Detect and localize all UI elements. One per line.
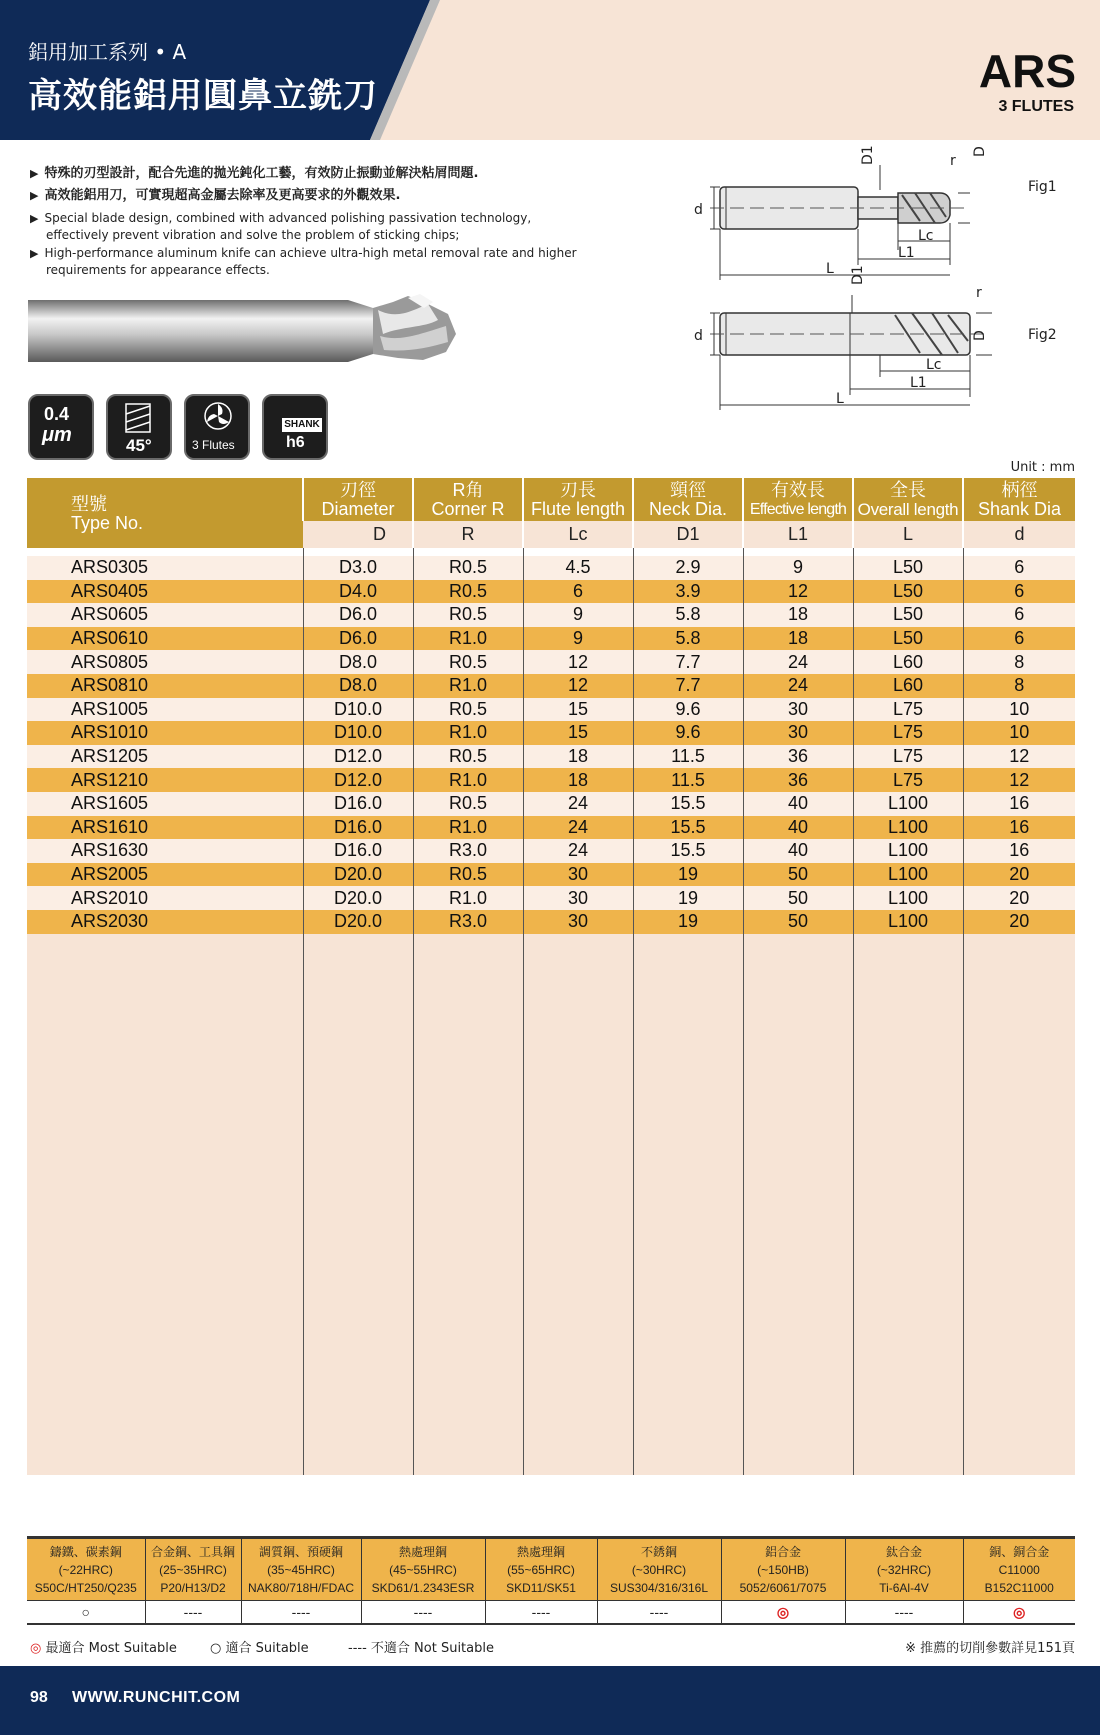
website-link[interactable]: WWW.RUNCHIT.COM [72,1689,241,1706]
spec-cell: R0.5 [413,580,523,604]
feature-item: ▶ 高效能鋁用刀，可實現超高金屬去除率及更高要求的外觀效果. [30,188,401,203]
spec-cell: 24 [523,816,633,840]
flute-count-label: 3 FLUTES [998,98,1074,115]
material-name: 調質鋼、預硬鋼 [258,1545,343,1559]
spec-cell: R0.5 [413,792,523,816]
spec-cell: 19 [633,886,743,910]
spec-cell: L75 [853,745,963,769]
suitability-rating: ---- [485,1601,597,1625]
spec-cell: L100 [853,863,963,887]
spec-cell: 24 [743,650,853,674]
table-row [27,816,1075,840]
spec-cell: D20.0 [303,886,413,910]
spec-cell: 30 [523,886,633,910]
svg-text:L1: L1 [910,375,927,391]
spec-cell: 8 [963,674,1075,698]
flute-count-badge: 3 Flutes [184,394,250,460]
double-circle-icon: ◎ [30,1641,42,1656]
material-name: 銅、銅合金 [989,1545,1050,1559]
material-cell [145,1538,241,1601]
spec-cell: R1.0 [413,816,523,840]
feature-item-continued: effectively prevent vibration and solve the problem of sticking chips; [46,228,460,242]
header-diameter: 刃徑 Diameter [303,478,413,521]
spec-cell: 11.5 [633,745,743,769]
spec-cell: L100 [853,839,963,863]
spec-cell: 40 [743,816,853,840]
material-name: 鈦合金 [885,1545,922,1559]
spec-cell: 9 [523,603,633,627]
spec-cell: 3.9 [633,580,743,604]
spec-cell: 12 [523,650,633,674]
symbol-cell: D [303,521,413,548]
spec-cell: D16.0 [303,792,413,816]
spec-cell: 12 [963,745,1075,769]
svg-text:r: r [950,153,956,169]
spec-cell: 12 [743,580,853,604]
empty-filler-row [27,934,1075,1475]
spec-cell: 5.8 [633,603,743,627]
spec-cell: 8 [963,650,1075,674]
header-effective-length: 有效長 Effective length [743,478,853,521]
spec-cell: 16 [963,839,1075,863]
spec-cell: L50 [853,556,963,580]
svg-text:L1: L1 [898,245,915,261]
suitability-rating: ---- [845,1601,963,1625]
svg-text:d: d [694,202,703,218]
spec-cell: D10.0 [303,698,413,722]
bullet-arrow-icon: ▶ [30,212,39,225]
material-grade: SKD11/SK51 [506,1581,576,1595]
material-cell [597,1538,721,1601]
type-no-cell: ARS2030 [27,910,303,934]
spacer-cell [853,548,963,556]
type-no-cell: ARS1010 [27,721,303,745]
fig2-drawing [694,265,1057,410]
table-row [27,603,1075,627]
spacer-cell [523,548,633,556]
table-row [27,721,1075,745]
helix-icon [124,402,154,434]
feature-item: ▶ Special blade design, combined with advanced polishing passivation technology, [30,211,532,225]
legend-suitable: ○ 適合 Suitable [210,1641,309,1656]
spec-cell: L100 [853,886,963,910]
material-name: 鋁合金 [764,1545,801,1559]
spec-cell: 15.5 [633,792,743,816]
svg-text:r: r [976,285,982,301]
material-hrc: (~30HRC) [631,1563,687,1577]
spec-cell: 36 [743,768,853,792]
table-row [27,863,1075,887]
type-no-cell: ARS1205 [27,745,303,769]
spec-cell: 15 [523,721,633,745]
spec-cell: D16.0 [303,816,413,840]
spacer-cell [413,548,523,556]
spec-cell: 20 [963,886,1075,910]
material-hrc: (~150HB) [757,1563,809,1577]
material-hrc: (25~35HRC) [159,1563,227,1577]
spec-cell: D20.0 [303,863,413,887]
spec-cell: R0.5 [413,603,523,627]
spec-cell: 30 [523,910,633,934]
spec-cell: L60 [853,674,963,698]
material-hrc: (55~65HRC) [507,1563,575,1577]
spacer-cell [633,548,743,556]
filler-cell [853,934,963,1475]
spec-cell: L75 [853,721,963,745]
spec-cell: L60 [853,650,963,674]
spec-cell: D4.0 [303,580,413,604]
material-header-row [27,1538,1075,1601]
spec-cell: 2.9 [633,556,743,580]
spec-cell: 50 [743,910,853,934]
svg-text:Lc: Lc [918,228,934,244]
svg-text:d: d [694,328,703,344]
spec-cell: D8.0 [303,674,413,698]
material-grade: P20/H13/D2 [160,1581,226,1595]
symbol-cell: R [413,521,523,548]
spec-cell: D3.0 [303,556,413,580]
table-header-row [27,478,1075,521]
circle-icon: ○ [210,1641,222,1656]
material-cell [361,1538,485,1601]
spec-cell: 15.5 [633,839,743,863]
table-row [27,650,1075,674]
type-no-cell: ARS0805 [27,650,303,674]
spec-cell: R1.0 [413,627,523,651]
spec-cell: R0.5 [413,650,523,674]
header-type-no: 型號 Type No. [27,478,303,548]
spec-cell: 9.6 [633,698,743,722]
type-no-cell: ARS1005 [27,698,303,722]
table-row [27,698,1075,722]
spec-cell: D12.0 [303,745,413,769]
bullet-arrow-icon: ▶ [30,189,39,202]
end-mill-photo [28,290,458,372]
spec-cell: R1.0 [413,768,523,792]
material-name: 熱處理鋼 [516,1545,565,1559]
svg-text:Fig1: Fig1 [1028,179,1057,195]
page-title: 高效能鋁用圓鼻立銑刀 [28,76,378,116]
table-row [27,886,1075,910]
type-no-cell: ARS1610 [27,816,303,840]
spec-cell: R0.5 [413,745,523,769]
spec-cell: 11.5 [633,768,743,792]
spec-cell: 7.7 [633,650,743,674]
spec-cell: D6.0 [303,627,413,651]
type-no-cell: ARS0810 [27,674,303,698]
spec-cell: 40 [743,792,853,816]
svg-text:D1: D1 [860,145,876,165]
header-neck-dia: 頸徑 Neck Dia. [633,478,743,521]
spec-cell: D12.0 [303,768,413,792]
suitability-rating: ◎ [963,1601,1075,1625]
spec-cell: 18 [743,603,853,627]
filler-cell [963,934,1075,1475]
spec-cell: 4.5 [523,556,633,580]
symbol-cell: L [853,521,963,548]
shank-tolerance-badge: SHANK h6 [262,394,328,460]
spec-cell: R0.5 [413,698,523,722]
material-name: 熱處理鋼 [398,1545,447,1559]
product-code: ARS [978,45,1076,97]
material-cell [485,1538,597,1601]
type-no-cell: ARS1605 [27,792,303,816]
type-no-cell: ARS0405 [27,580,303,604]
spec-cell: D16.0 [303,839,413,863]
spec-cell: 40 [743,839,853,863]
material-name: 合金鋼、工具鋼 [150,1545,235,1559]
suitability-rating: ---- [361,1601,485,1625]
spec-cell: 9 [743,556,853,580]
type-no-cell: ARS0610 [27,627,303,651]
page-number: 98 [30,1689,48,1706]
spec-table-body [27,548,1075,1475]
material-rating-row [27,1601,1075,1625]
material-cell [27,1538,145,1601]
unit-label: Unit : mm [1010,460,1075,475]
material-cell [241,1538,361,1601]
table-row [27,674,1075,698]
spec-cell: D10.0 [303,721,413,745]
spec-cell: 16 [963,816,1075,840]
material-grade: B152C11000 [984,1581,1054,1595]
material-grade: SKD61/1.2343ESR [371,1581,475,1595]
table-row [27,556,1075,580]
spec-cell: 16 [963,792,1075,816]
material-grade: SUS304/316/316L [609,1581,709,1595]
legend-most-suitable: ◎ 最適合 Most Suitable [30,1641,177,1656]
type-no-cell: ARS1630 [27,839,303,863]
type-no-cell: ARS0605 [27,603,303,627]
cutting-parameter-note: ※ 推薦的切削參數詳見151頁 [905,1641,1075,1656]
spec-cell: R1.0 [413,886,523,910]
spec-table [27,478,1075,1475]
spec-cell: 9 [523,627,633,651]
symbol-cell: L1 [743,521,853,548]
material-hrc: (45~55HRC) [389,1563,457,1577]
spec-cell: 6 [963,627,1075,651]
table-row [27,839,1075,863]
spec-cell: 10 [963,698,1075,722]
spec-cell: 24 [743,674,853,698]
legend-not-suitable: ---- 不適合 Not Suitable [348,1641,494,1656]
spec-cell: 12 [963,768,1075,792]
filler-cell [27,934,303,1475]
table-row [27,910,1075,934]
bullet-arrow-icon: ▶ [30,247,39,260]
material-hrc: (~32HRC) [876,1563,932,1577]
material-cell [963,1538,1075,1601]
spec-cell: 19 [633,910,743,934]
spec-cell: 36 [743,745,853,769]
suitability-rating: ○ [27,1601,145,1625]
material-grade: Ti-6Al-4V [879,1581,929,1595]
spec-cell: 30 [743,698,853,722]
spec-cell: 10 [963,721,1075,745]
material-cell [845,1538,963,1601]
material-hrc: (~22HRC) [58,1563,113,1577]
spacer-cell [303,548,413,556]
spec-cell: R1.0 [413,721,523,745]
spacer-cell [963,548,1075,556]
filler-cell [523,934,633,1475]
symbol-cell: D1 [633,521,743,548]
spec-cell: 7.7 [633,674,743,698]
feature-item: ▶ High-performance aluminum knife can achieve ultra-high metal removal rate and higher [30,246,577,260]
spec-cell: 5.8 [633,627,743,651]
filler-cell [743,934,853,1475]
material-hrc: C11000 [998,1563,1040,1577]
type-no-cell: ARS2005 [27,863,303,887]
table-row [27,627,1075,651]
svg-text:D: D [972,330,988,341]
spec-cell: 20 [963,863,1075,887]
spacer-cell [743,548,853,556]
suitability-rating: ---- [597,1601,721,1625]
spec-cell: L50 [853,603,963,627]
header-flute-length: 刃長 Flute length [523,478,633,521]
table-row [27,580,1075,604]
material-name: 不銹鋼 [640,1545,677,1559]
type-no-cell: ARS0305 [27,556,303,580]
svg-text:L: L [826,261,834,277]
helix-angle-badge: 45° [106,394,172,460]
technical-drawing [640,145,1090,415]
spec-cell: 20 [963,910,1075,934]
spec-cell: L100 [853,816,963,840]
spec-cell: 50 [743,886,853,910]
spec-cell: 50 [743,863,853,887]
material-hrc: (35~45HRC) [267,1563,335,1577]
svg-text:Fig2: Fig2 [1028,327,1057,343]
spec-cell: 19 [633,863,743,887]
svg-text:D1: D1 [850,265,866,285]
spec-cell: 12 [523,674,633,698]
spec-cell: L50 [853,627,963,651]
fig1-drawing [694,145,1057,280]
spec-cell: 24 [523,839,633,863]
spec-cell: D20.0 [303,910,413,934]
header-shank-dia: 柄徑 Shank Dia [963,478,1075,521]
material-cell [721,1538,845,1601]
three-flute-icon [202,400,234,432]
dash-icon: ---- [348,1641,367,1656]
spacer-row [27,548,1075,556]
spec-cell: 18 [523,745,633,769]
surface-roughness-badge: 0.4 μm [28,394,94,460]
type-no-cell: ARS1210 [27,768,303,792]
header-overall-length: 全長 Overall length [853,478,963,521]
table-row [27,792,1075,816]
spec-cell: R0.5 [413,556,523,580]
spec-cell: D6.0 [303,603,413,627]
spec-cell: L100 [853,910,963,934]
series-label: 鋁用加工系列 • A [28,40,187,64]
feature-item: ▶ 特殊的刃型設計，配合先進的拋光鈍化工藝，有效防止振動並解決粘屑問題. [30,166,479,181]
filler-cell [633,934,743,1475]
table-row [27,768,1075,792]
spec-cell: 9.6 [633,721,743,745]
table-row [27,745,1075,769]
spec-cell: R1.0 [413,674,523,698]
suitability-rating: ◎ [721,1601,845,1625]
spec-cell: L50 [853,580,963,604]
material-grade: NAK80/718H/FDAC [247,1581,355,1595]
material-grade: 5052/6061/7075 [739,1581,827,1595]
filler-cell [413,934,523,1475]
spec-cell: L100 [853,792,963,816]
spec-cell: 6 [963,580,1075,604]
spec-cell: D8.0 [303,650,413,674]
spec-cell: 18 [743,627,853,651]
spec-cell: 30 [743,721,853,745]
spec-cell: L75 [853,768,963,792]
symbol-cell: d [963,521,1075,548]
header-corner-r: R角 Corner R [413,478,523,521]
spec-cell: R0.5 [413,863,523,887]
bullet-arrow-icon: ▶ [30,167,39,180]
material-name: 鑄鐵、碳素鋼 [49,1545,122,1559]
materials-table [27,1536,1075,1625]
suitability-rating: ---- [145,1601,241,1625]
suitability-rating: ---- [241,1601,361,1625]
spec-cell: 24 [523,792,633,816]
spec-cell: 18 [523,768,633,792]
filler-cell [303,934,413,1475]
svg-text:L: L [836,391,844,407]
spec-cell: 6 [963,603,1075,627]
spacer-cell [27,548,303,556]
spec-cell: L75 [853,698,963,722]
spec-cell: 15 [523,698,633,722]
svg-text:Lc: Lc [926,357,942,373]
spec-cell: 15.5 [633,816,743,840]
spec-cell: R3.0 [413,910,523,934]
spec-cell: 30 [523,863,633,887]
spec-cell: 6 [963,556,1075,580]
svg-text:D: D [972,146,988,157]
feature-item-continued: requirements for appearance effects. [46,263,270,277]
symbol-cell: Lc [523,521,633,548]
spec-cell: R3.0 [413,839,523,863]
spec-cell: 6 [523,580,633,604]
material-grade: S50C/HT250/Q235 [34,1581,137,1595]
type-no-cell: ARS2010 [27,886,303,910]
